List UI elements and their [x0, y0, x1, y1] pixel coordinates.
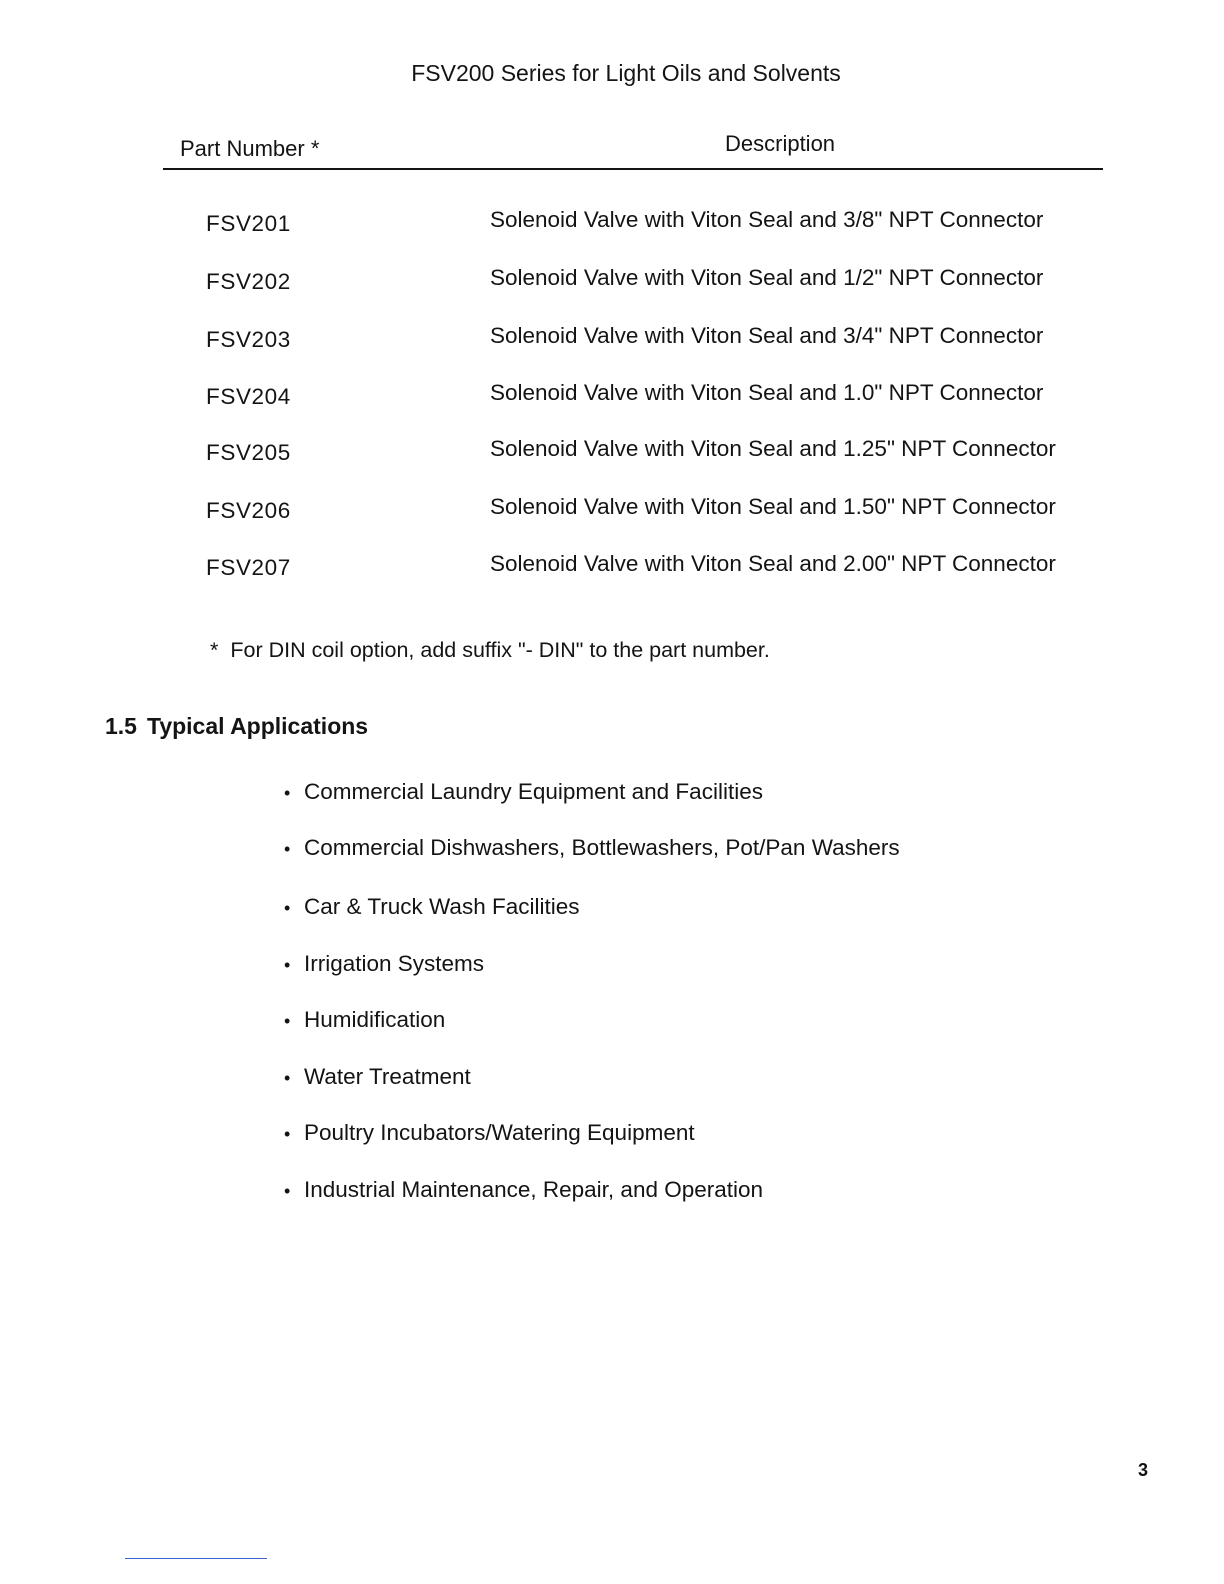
column-header-part-number: Part Number * — [180, 136, 320, 161]
list-item — [284, 779, 763, 805]
list-item — [284, 951, 484, 977]
bullet-icon: • — [284, 1181, 291, 1201]
page-title: FSV200 Series for Light Oils and Solvents — [411, 60, 841, 86]
footer-rule — [125, 1558, 267, 1559]
table-row — [0, 207, 1224, 241]
footnote — [210, 638, 770, 663]
part-number-cell: FSV205 — [206, 440, 291, 465]
description-cell: Solenoid Valve with Viton Seal and 1/2" NPT Connector — [490, 265, 1044, 290]
part-number-cell: FSV204 — [206, 384, 291, 409]
list-item-text: Industrial Maintenance, Repair, and Operation — [304, 1177, 764, 1202]
column-header-description: Description — [725, 131, 836, 156]
bullet-icon: • — [284, 1124, 291, 1144]
section-heading — [105, 713, 368, 740]
table-row — [0, 380, 1224, 414]
list-item-text: Irrigation Systems — [304, 951, 485, 976]
description-cell: Solenoid Valve with Viton Seal and 3/4" NPT Connector — [490, 323, 1044, 348]
description-cell: Solenoid Valve with Viton Seal and 1.0" NPT Connector — [490, 380, 1044, 405]
table-row — [0, 551, 1224, 585]
list-item-text: Commercial Dishwashers, Bottlewashers, Pot/Pan Washers — [304, 835, 900, 860]
description-cell: Solenoid Valve with Viton Seal and 3/8" NPT Connector — [490, 207, 1044, 232]
bullet-icon: • — [284, 955, 291, 975]
table-row — [0, 436, 1224, 470]
table-row — [0, 323, 1224, 357]
description-cell: Solenoid Valve with Viton Seal and 2.00" NPT Connector — [490, 551, 1056, 576]
list-item — [284, 1007, 445, 1033]
bullet-icon: • — [284, 839, 291, 859]
bullet-icon: • — [284, 783, 291, 803]
list-item — [284, 894, 579, 920]
bullet-icon: • — [284, 898, 291, 918]
list-item-text: Car & Truck Wash Facilities — [304, 894, 580, 919]
part-number-cell: FSV202 — [206, 269, 291, 294]
footnote-marker: * — [210, 638, 219, 662]
bullet-icon: • — [284, 1068, 291, 1088]
section-number: 1.5 — [105, 713, 137, 739]
table-row — [0, 265, 1224, 299]
table-row — [0, 494, 1224, 528]
part-number-cell: FSV206 — [206, 498, 291, 523]
footnote-text: For DIN coil option, add suffix "- DIN" to the part number. — [230, 638, 770, 662]
list-item-text: Water Treatment — [304, 1064, 471, 1089]
list-item — [284, 1177, 763, 1203]
list-item-text: Poultry Incubators/Watering Equipment — [304, 1120, 695, 1145]
bullet-icon: • — [284, 1011, 291, 1031]
section-title: Typical Applications — [146, 713, 369, 739]
description-cell: Solenoid Valve with Viton Seal and 1.25" NPT Connector — [490, 436, 1056, 461]
list-item-text: Humidification — [304, 1007, 446, 1032]
list-item — [284, 1064, 471, 1090]
list-item — [284, 1120, 695, 1146]
table-header — [163, 128, 1103, 170]
part-number-cell: FSV203 — [206, 327, 291, 352]
part-number-cell: FSV201 — [206, 211, 291, 236]
list-item — [284, 835, 900, 861]
part-number-cell: FSV207 — [206, 555, 291, 580]
list-item-text: Commercial Laundry Equipment and Facilities — [304, 779, 763, 804]
description-cell: Solenoid Valve with Viton Seal and 1.50" NPT Connector — [490, 494, 1056, 519]
page-number: 3 — [1138, 1460, 1149, 1480]
